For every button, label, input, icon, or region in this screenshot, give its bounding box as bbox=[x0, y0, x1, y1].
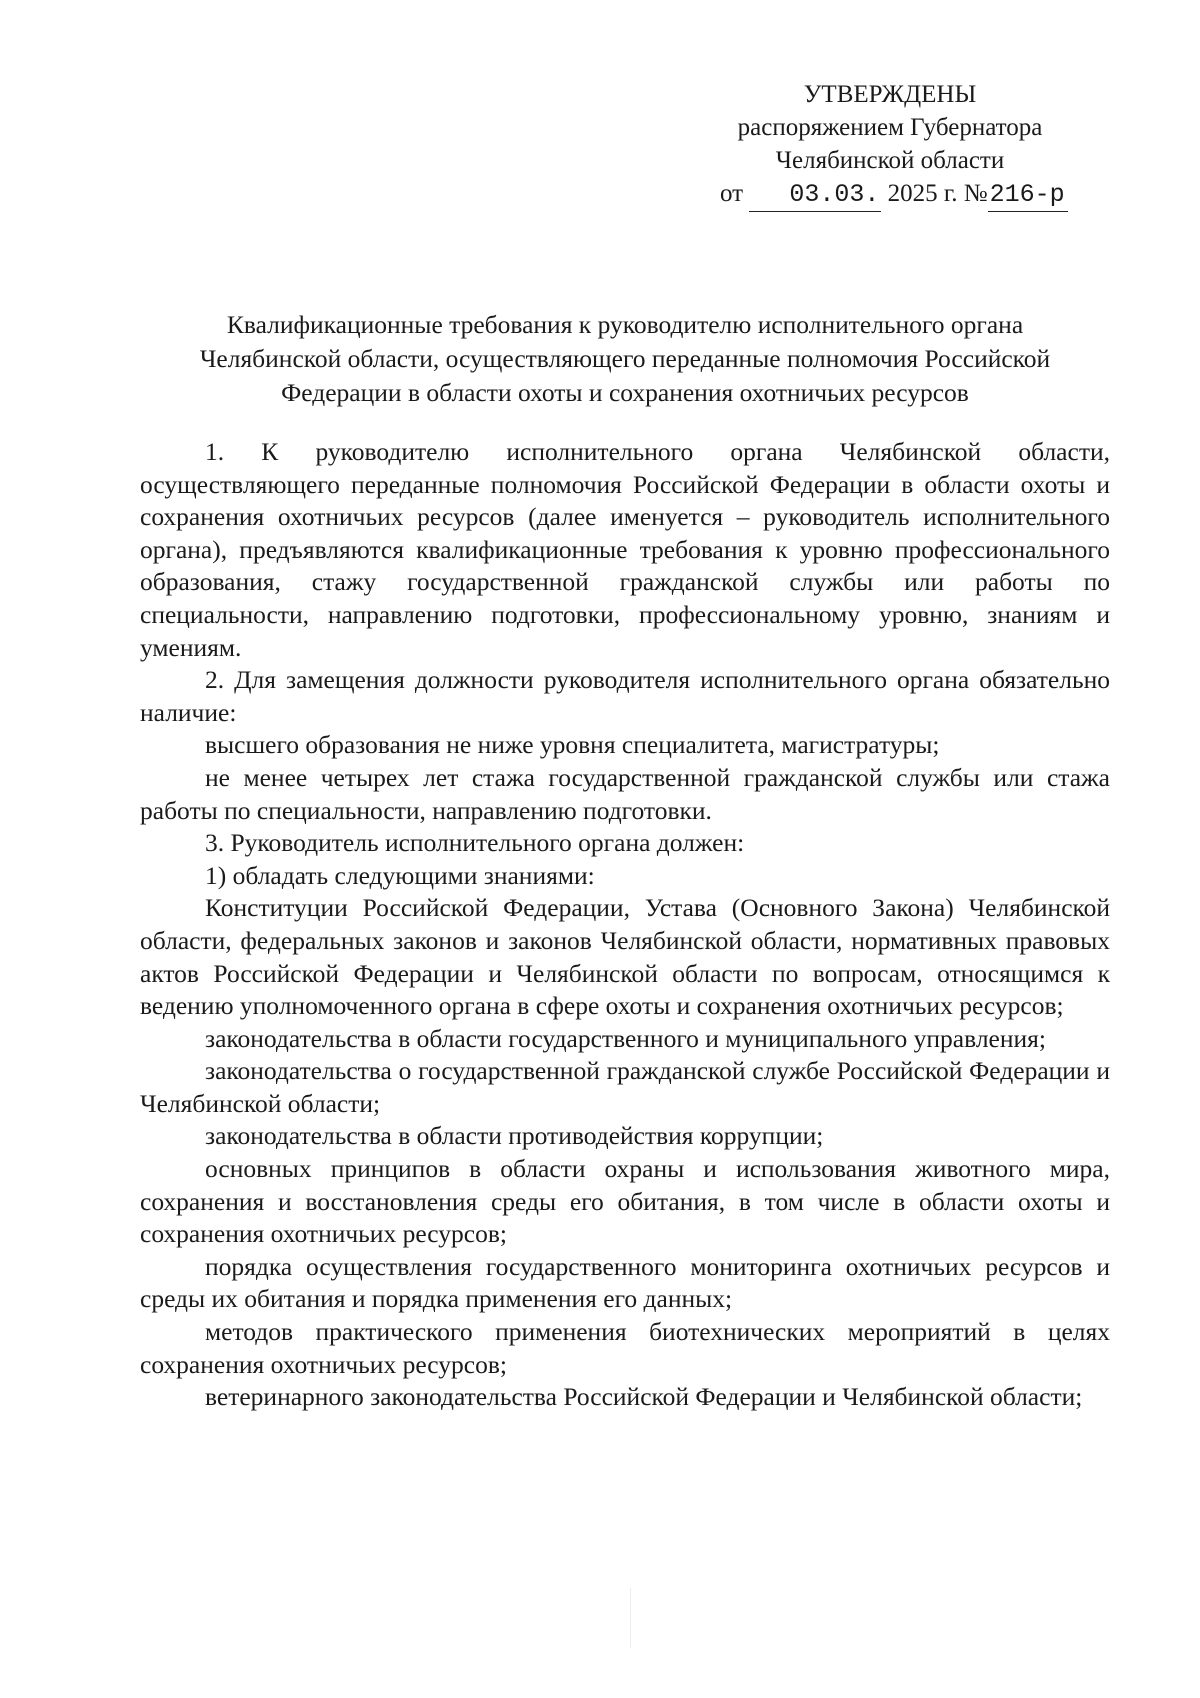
approval-line-1: распоряжением Губернатора bbox=[737, 114, 1043, 141]
approval-line-2: Челябинской области bbox=[775, 147, 1005, 174]
document-body bbox=[140, 436, 1110, 1414]
paragraph-14: ветеринарного законодательства Российской Федерации и Челябинской области; bbox=[205, 1382, 1083, 1412]
paragraph-12: порядка осуществления государственного мониторинга охотничьих ресурсов и среды их обитания и порядка применения его данных; bbox=[140, 1251, 1110, 1314]
title-line-3: Федерации в области охоты и сохранения охотничьих ресурсов bbox=[281, 378, 969, 407]
paragraph-2: 2. Для замещения должности руководителя исполнительного органа обязательно наличие: bbox=[140, 665, 1110, 727]
paragraph-6: 1) обладать следующими знаниями: bbox=[205, 860, 595, 890]
approval-number: 216-р bbox=[988, 178, 1068, 212]
paragraph-7: Конституции Российской Федерации, Устава (Основного Закона) Челябинской области, федеральных законов и законов Челябинской области, нормативных правовых актов Российской Федерации и Челябинской области по вопросам, относящимся к ведению уполномоченного органа в сфере охоты и сохранения охотничьих ресурсов; bbox=[140, 893, 1110, 1021]
paragraph-9: законодательства о государственной гражданской службе Российской Федерации и Челябинской области; bbox=[140, 1056, 1110, 1118]
paragraph-10: законодательства в области противодействия коррупции; bbox=[205, 1121, 824, 1151]
number-sign: № bbox=[963, 180, 988, 207]
approval-heading: УТВЕРЖДЕНЫ bbox=[803, 81, 977, 108]
paragraph-11: основных принципов в области охраны и использования животного мира, сохранения и восстановления среды его обитания, в том числе в области охоты и сохранения охотничьих ресурсов; bbox=[140, 1154, 1110, 1249]
document-title bbox=[140, 308, 1110, 410]
title-line-2: Челябинской области, осуществляющего переданные полномочия Российской bbox=[199, 344, 1051, 373]
paragraph-1: 1. К руководителю исполнительного органа Челябинской области, осуществляющего переданные полномочия Российской Федерации в области охоты и сохранения охотничьих ресурсов (далее именуется – руководитель исполнительного органа), предъявляются квалификационные требования к уровню профессионального образования, стажу государственной гражданской службы или работы по специальности, направлению подготовки, профессиональному уровню, знаниям и умениям. bbox=[140, 437, 1110, 662]
scan-artifact-line bbox=[630, 1588, 631, 1648]
paragraph-13: методов практического применения биотехнических мероприятий в целях сохранения охотничьих ресурсов; bbox=[140, 1317, 1110, 1379]
approval-date-line bbox=[690, 177, 1090, 212]
paragraph-3: высшего образования не ниже уровня специалитета, магистратуры; bbox=[205, 730, 940, 760]
paragraph-5: 3. Руководитель исполнительного органа должен: bbox=[205, 828, 745, 858]
approval-date: 03.03. bbox=[749, 178, 881, 212]
paragraph-8: законодательства в области государственного и муниципального управления; bbox=[205, 1023, 1046, 1053]
from-label: от bbox=[720, 180, 744, 207]
paragraph-4: не менее четырех лет стажа государственной гражданской службы или стажа работы по специальности, направлению подготовки. bbox=[140, 762, 1110, 825]
approval-year: 2025 г. bbox=[887, 180, 958, 207]
approval-block bbox=[690, 78, 1090, 212]
title-line-1: Квалификационные требования к руководителю исполнительного органа bbox=[226, 310, 1024, 339]
